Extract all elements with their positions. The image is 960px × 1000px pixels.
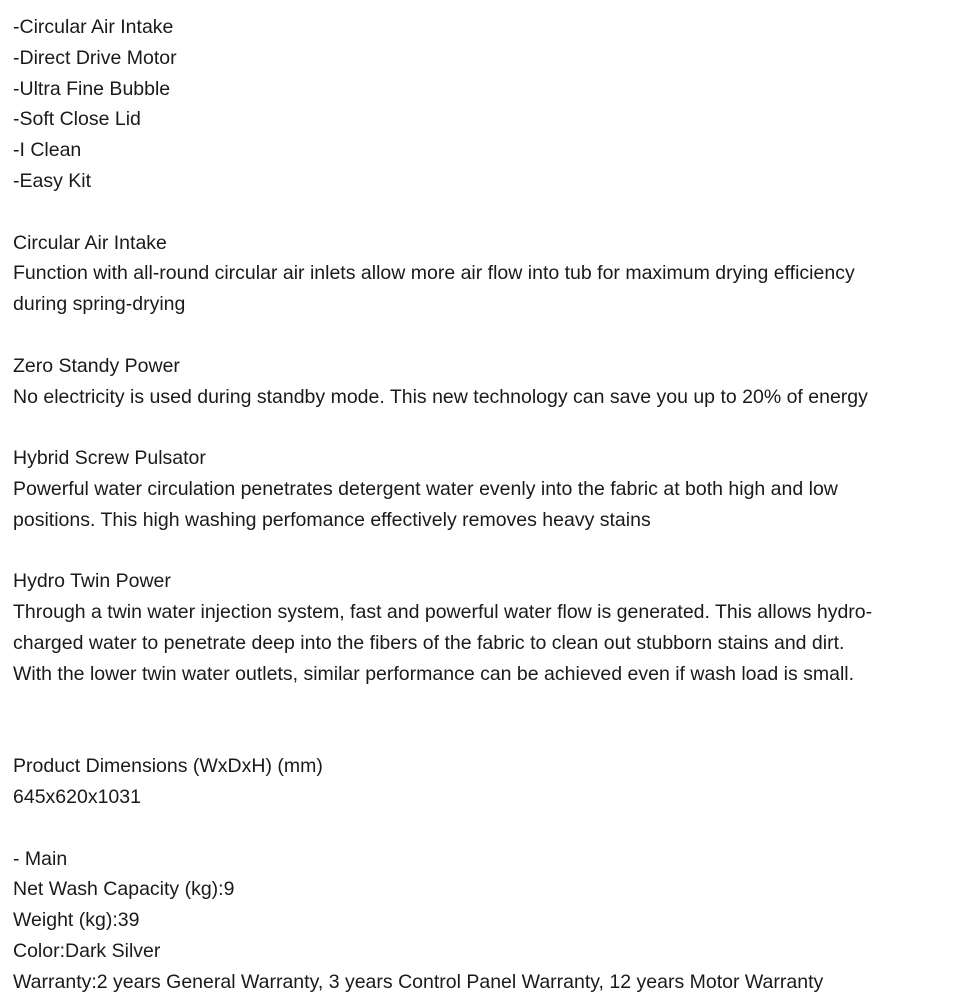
feature-item: -Easy Kit <box>13 169 92 192</box>
section-title: Hybrid Screw Pulsator <box>13 447 206 470</box>
dimensions-label: Product Dimensions (WxDxH) (mm) <box>13 755 323 778</box>
feature-item: -I Clean <box>13 139 82 162</box>
spacer <box>13 536 947 567</box>
product-dimensions <box>13 751 947 813</box>
section-hybrid-screw-pulsator <box>13 443 947 535</box>
section-text: Powerful water circulation penetrates detergent water evenly into the fabric at both high and low <box>13 477 838 500</box>
features-list <box>13 12 947 197</box>
section-text: Function with all-round circular air inlets allow more air flow into tub for maximum drying efficiency <box>13 262 855 285</box>
section-text: during spring-drying <box>13 293 186 316</box>
spec-item: Color:Dark Silver <box>13 939 161 962</box>
section-circular-air-intake <box>13 228 947 320</box>
spec-item: Warranty:2 years General Warranty, 3 years Control Panel Warranty, 12 years Motor Warranty <box>13 970 824 993</box>
feature-item: -Circular Air Intake <box>13 16 174 38</box>
section-title: Circular Air Intake <box>13 231 167 254</box>
spacer <box>13 320 947 351</box>
section-text: No electricity is used during standby mode. This new technology can save you up to 20% of energy <box>13 385 868 408</box>
section-zero-standy-power <box>13 351 947 413</box>
feature-item: -Ultra Fine Bubble <box>13 77 171 100</box>
section-text: positions. This high washing perfomance effectively removes heavy stains <box>13 508 651 531</box>
spacer <box>13 690 947 752</box>
feature-item: -Direct Drive Motor <box>13 46 177 69</box>
main-specs-heading: - Main <box>13 847 68 870</box>
section-hydro-twin-power <box>13 566 947 689</box>
spacer <box>13 813 947 844</box>
spec-item: Net Wash Capacity (kg):9 <box>13 878 235 901</box>
section-title: Zero Standy Power <box>13 354 180 377</box>
dimensions-value: 645x620x1031 <box>13 785 141 808</box>
spec-item: Weight (kg):39 <box>13 909 140 932</box>
section-text: charged water to penetrate deep into the fibers of the fabric to clean out stubborn stains and dirt. <box>13 631 845 654</box>
feature-item: -Soft Close Lid <box>13 108 141 131</box>
main-specs <box>13 844 947 998</box>
spacer <box>13 412 947 443</box>
section-text: With the lower twin water outlets, similar performance can be achieved even if wash load is small. <box>13 662 855 685</box>
section-title: Hydro Twin Power <box>13 570 171 593</box>
section-text: Through a twin water injection system, fast and powerful water flow is generated. This allows hydro- <box>13 601 873 624</box>
spacer <box>13 197 947 228</box>
